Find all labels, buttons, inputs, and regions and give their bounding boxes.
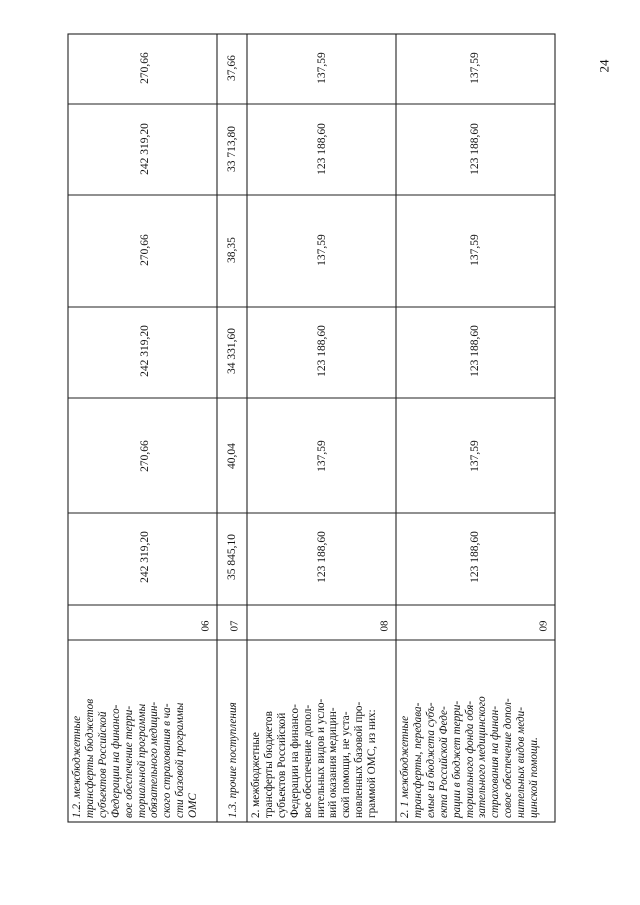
description-line: 2. межбюджетные (250, 732, 262, 818)
row-07-code: 07 (228, 620, 241, 632)
description-line: Федерации на финансо- (288, 704, 301, 818)
description-line: новленных базовой про- (353, 701, 366, 818)
description-line: субъектов Российской (275, 712, 288, 818)
row-08-value-1: 123 188,60 (316, 531, 328, 583)
description-line: вое обеспечение допол- (301, 704, 314, 818)
row-09-value-4: 137,59 (469, 234, 481, 266)
row-06-value-3: 242 319,20 (139, 325, 151, 377)
row-09-value-2: 137,59 (469, 440, 481, 472)
row-08-value-5: 123 188,60 (316, 123, 328, 175)
row-07-value-5: 33 713,80 (226, 126, 238, 172)
row-06-value-5: 242 319,20 (139, 123, 151, 175)
description-line: граммой ОМС, из них: (366, 709, 379, 818)
description-line: сти базовой программы (174, 702, 187, 818)
row-09-code: 09 (537, 620, 550, 632)
description-line: вое обеспечение терри- (122, 705, 135, 818)
description-line: субъектов Российской (96, 711, 109, 818)
description-line: ского страхования в ча- (161, 703, 174, 818)
description-line: ториальной программы (135, 703, 148, 818)
row-07-value-3: 34 331,60 (226, 328, 238, 374)
row-08-value-3: 123 188,60 (316, 325, 328, 377)
description-line: 1.3. прочие поступления (227, 702, 239, 818)
description-line: страхования на финан- (489, 706, 502, 818)
description-line: нительных видов меди- (515, 707, 528, 818)
description-line: трансферты бюджетов (262, 711, 275, 818)
row-06-code: 06 (199, 620, 212, 632)
description-line: совое обеспечение допол- (502, 698, 515, 818)
row-07-value-2: 40,04 (226, 443, 238, 469)
description-line: цинской помощи. (528, 737, 541, 818)
description-line: трансферты бюджетов (83, 698, 96, 818)
row-07-value-4: 38,35 (226, 237, 238, 263)
description-line: ОМС (187, 793, 200, 818)
description-line: зательного медицинского (476, 696, 489, 818)
row-06-description (71, 644, 200, 818)
row-09-value-5: 123 188,60 (469, 123, 481, 175)
row-08-value-6: 137,59 (316, 52, 328, 84)
description-line: Федерации на финансо- (109, 704, 122, 818)
row-07-value-6: 37,66 (226, 55, 238, 81)
row-09-value-3: 123 188,60 (469, 325, 481, 377)
description-line: ской помощи, не уста- (340, 711, 353, 818)
row-06-value-1: 242 319,20 (139, 531, 151, 583)
row-09-value-1: 123 188,60 (469, 531, 481, 583)
row-06-value-4: 270,66 (139, 234, 151, 266)
page-number: 24 (596, 59, 612, 73)
description-line: обязательного медицин- (148, 701, 161, 818)
row-08-value-2: 137,59 (316, 440, 328, 472)
description-line: емые из бюджета субъ- (424, 702, 437, 818)
row-08-value-4: 137,59 (316, 234, 328, 266)
row-07-description (227, 644, 240, 818)
description-line: 1.2. межбюджетные (71, 715, 83, 818)
row-08-code: 08 (378, 620, 391, 632)
row-06-value-6: 270,66 (139, 52, 151, 84)
description-line: 2. 1 межбюджетные (399, 715, 411, 818)
row-09-description (399, 644, 541, 818)
row-08-description (250, 644, 379, 818)
description-line: екта Российской Феде- (437, 706, 450, 818)
row-07-value-1: 35 845,10 (226, 534, 238, 580)
description-line: рации в бюджет терри- (450, 700, 463, 818)
description-line: трансферты, передава- (411, 702, 424, 818)
row-09-value-6: 137,59 (469, 52, 481, 84)
description-line: ториального фонда обя- (463, 700, 476, 818)
description-line: вий оказания медицин- (327, 707, 340, 818)
row-06-value-2: 270,66 (139, 440, 151, 472)
description-line: нительных видов и усло- (314, 698, 327, 818)
